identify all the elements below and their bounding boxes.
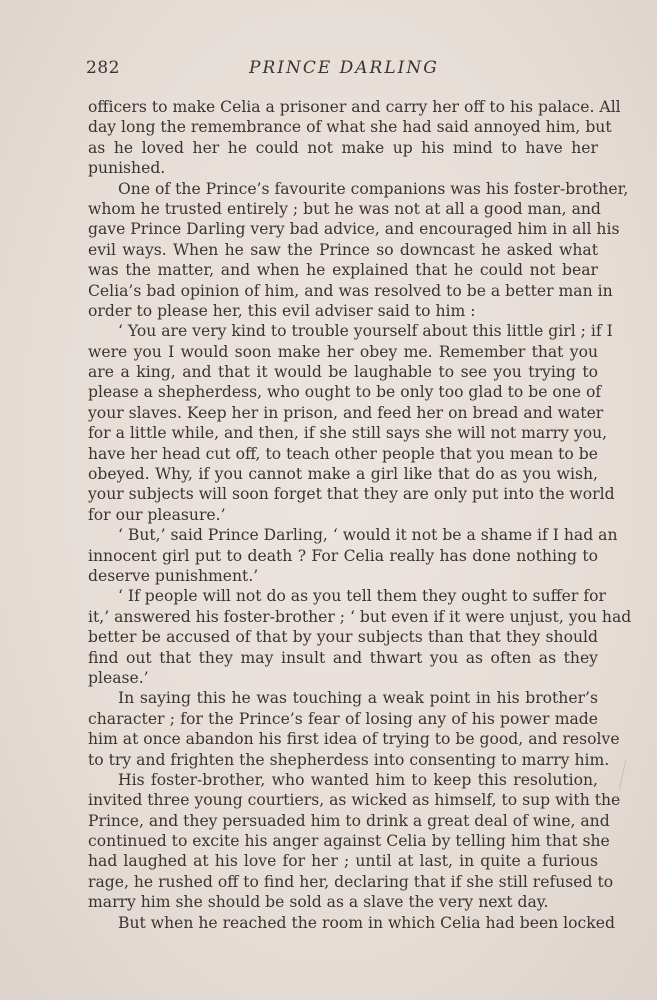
text-line: whom he trusted entirely ; but he was not at all a good man, and [88, 199, 601, 218]
text-line: One of the Prince’s favourite companions was his foster-brother, [118, 179, 629, 198]
text-line: your subjects will soon forget that they are only put into the world [88, 485, 615, 504]
text-line: your slaves. Keep her in prison, and feed her on bread and water [88, 403, 604, 422]
text-line: His foster-brother, who wanted him to keep this resolution, [118, 770, 598, 789]
page-number: 282 [86, 58, 120, 78]
text-line: deserve punishment.’ [88, 566, 259, 585]
text-line: day long the remembrance of what she had said annoyed him, but [88, 118, 612, 137]
text-line: gave Prince Darling very bad advice, and encouraged him in all his [88, 220, 620, 239]
text-line: Prince, and they persuaded him to drink a great deal of wine, and [88, 811, 610, 830]
text-line: order to please her, this evil adviser said to him : [88, 301, 476, 320]
text-line: were you I would soon make her obey me. Remember that you [88, 342, 598, 361]
text-line: was the matter, and when he explained that he could not bear [88, 261, 598, 280]
text-line: officers to make Celia a prisoner and carry her off to his palace. All [88, 98, 621, 116]
text-line: continued to excite his anger against Celia by telling him that she [88, 832, 610, 851]
text-line: have her head cut off, to teach other people that you mean to be [88, 444, 598, 463]
text-line: marry him she should be sold as a slave the very next day. [88, 893, 549, 912]
text-line: ‘ But,’ said Prince Darling, ‘ would it not be a shame if I had an [118, 526, 618, 545]
body-text [88, 97, 632, 933]
text-line: innocent girl put to death ? For Celia really has done nothing to [88, 546, 598, 565]
text-line: character ; for the Prince’s fear of losing any of his power made [88, 709, 598, 728]
text-line: evil ways. When he saw the Prince so downcast he asked what [88, 240, 598, 259]
text-line: better be accused of that by your subjects than that they should [88, 628, 598, 647]
text-line: ‘ If people will not do as you tell them they ought to suffer for [118, 587, 606, 606]
text-line: invited three young courtiers, as wicked as himself, to sup with the [88, 791, 621, 810]
text-line: Celia’s bad opinion of him, and was resolved to be a better man in [88, 281, 613, 300]
running-head [86, 58, 597, 84]
text-line: had laughed at his love for her ; until at last, in quite a furious [88, 852, 598, 871]
running-title: PRINCE DARLING [249, 58, 439, 78]
text-line: as he loved her he could not make up his mind to have her [88, 138, 598, 157]
text-line: In saying this he was touching a weak point in his brother’s [118, 689, 598, 708]
text-line: to try and frighten the shepherdess into consenting to marry him. [88, 750, 610, 769]
text-line: obeyed. Why, if you cannot make a girl like that do as you wish, [88, 465, 598, 484]
text-line: are a king, and that it would be laughable to see you trying to [88, 363, 598, 382]
text-line: find out that they may insult and thwart you as often as they [88, 648, 598, 667]
text-line: please a shepherdess, who ought to be only too glad to be one of [88, 383, 602, 402]
text-line: please.’ [88, 668, 149, 687]
text-line: rage, he rushed off to find her, declaring that if she still refused to [88, 872, 614, 891]
text-line: punished. [88, 159, 166, 178]
text-line: him at once abandon his first idea of trying to be good, and resolve [88, 730, 620, 749]
margin-pencil-mark [619, 760, 626, 790]
text-line: for our pleasure.’ [88, 505, 226, 524]
text-line: But when he reached the room in which Celia had been locked [118, 913, 615, 932]
text-line: for a little while, and then, if she still says she will not marry you, [88, 424, 608, 443]
text-line: ‘ You are very kind to trouble yourself about this little girl ; if I [118, 322, 613, 341]
text-line: it,’ answered his foster-brother ; ‘ but even if it were unjust, you had [88, 607, 632, 626]
